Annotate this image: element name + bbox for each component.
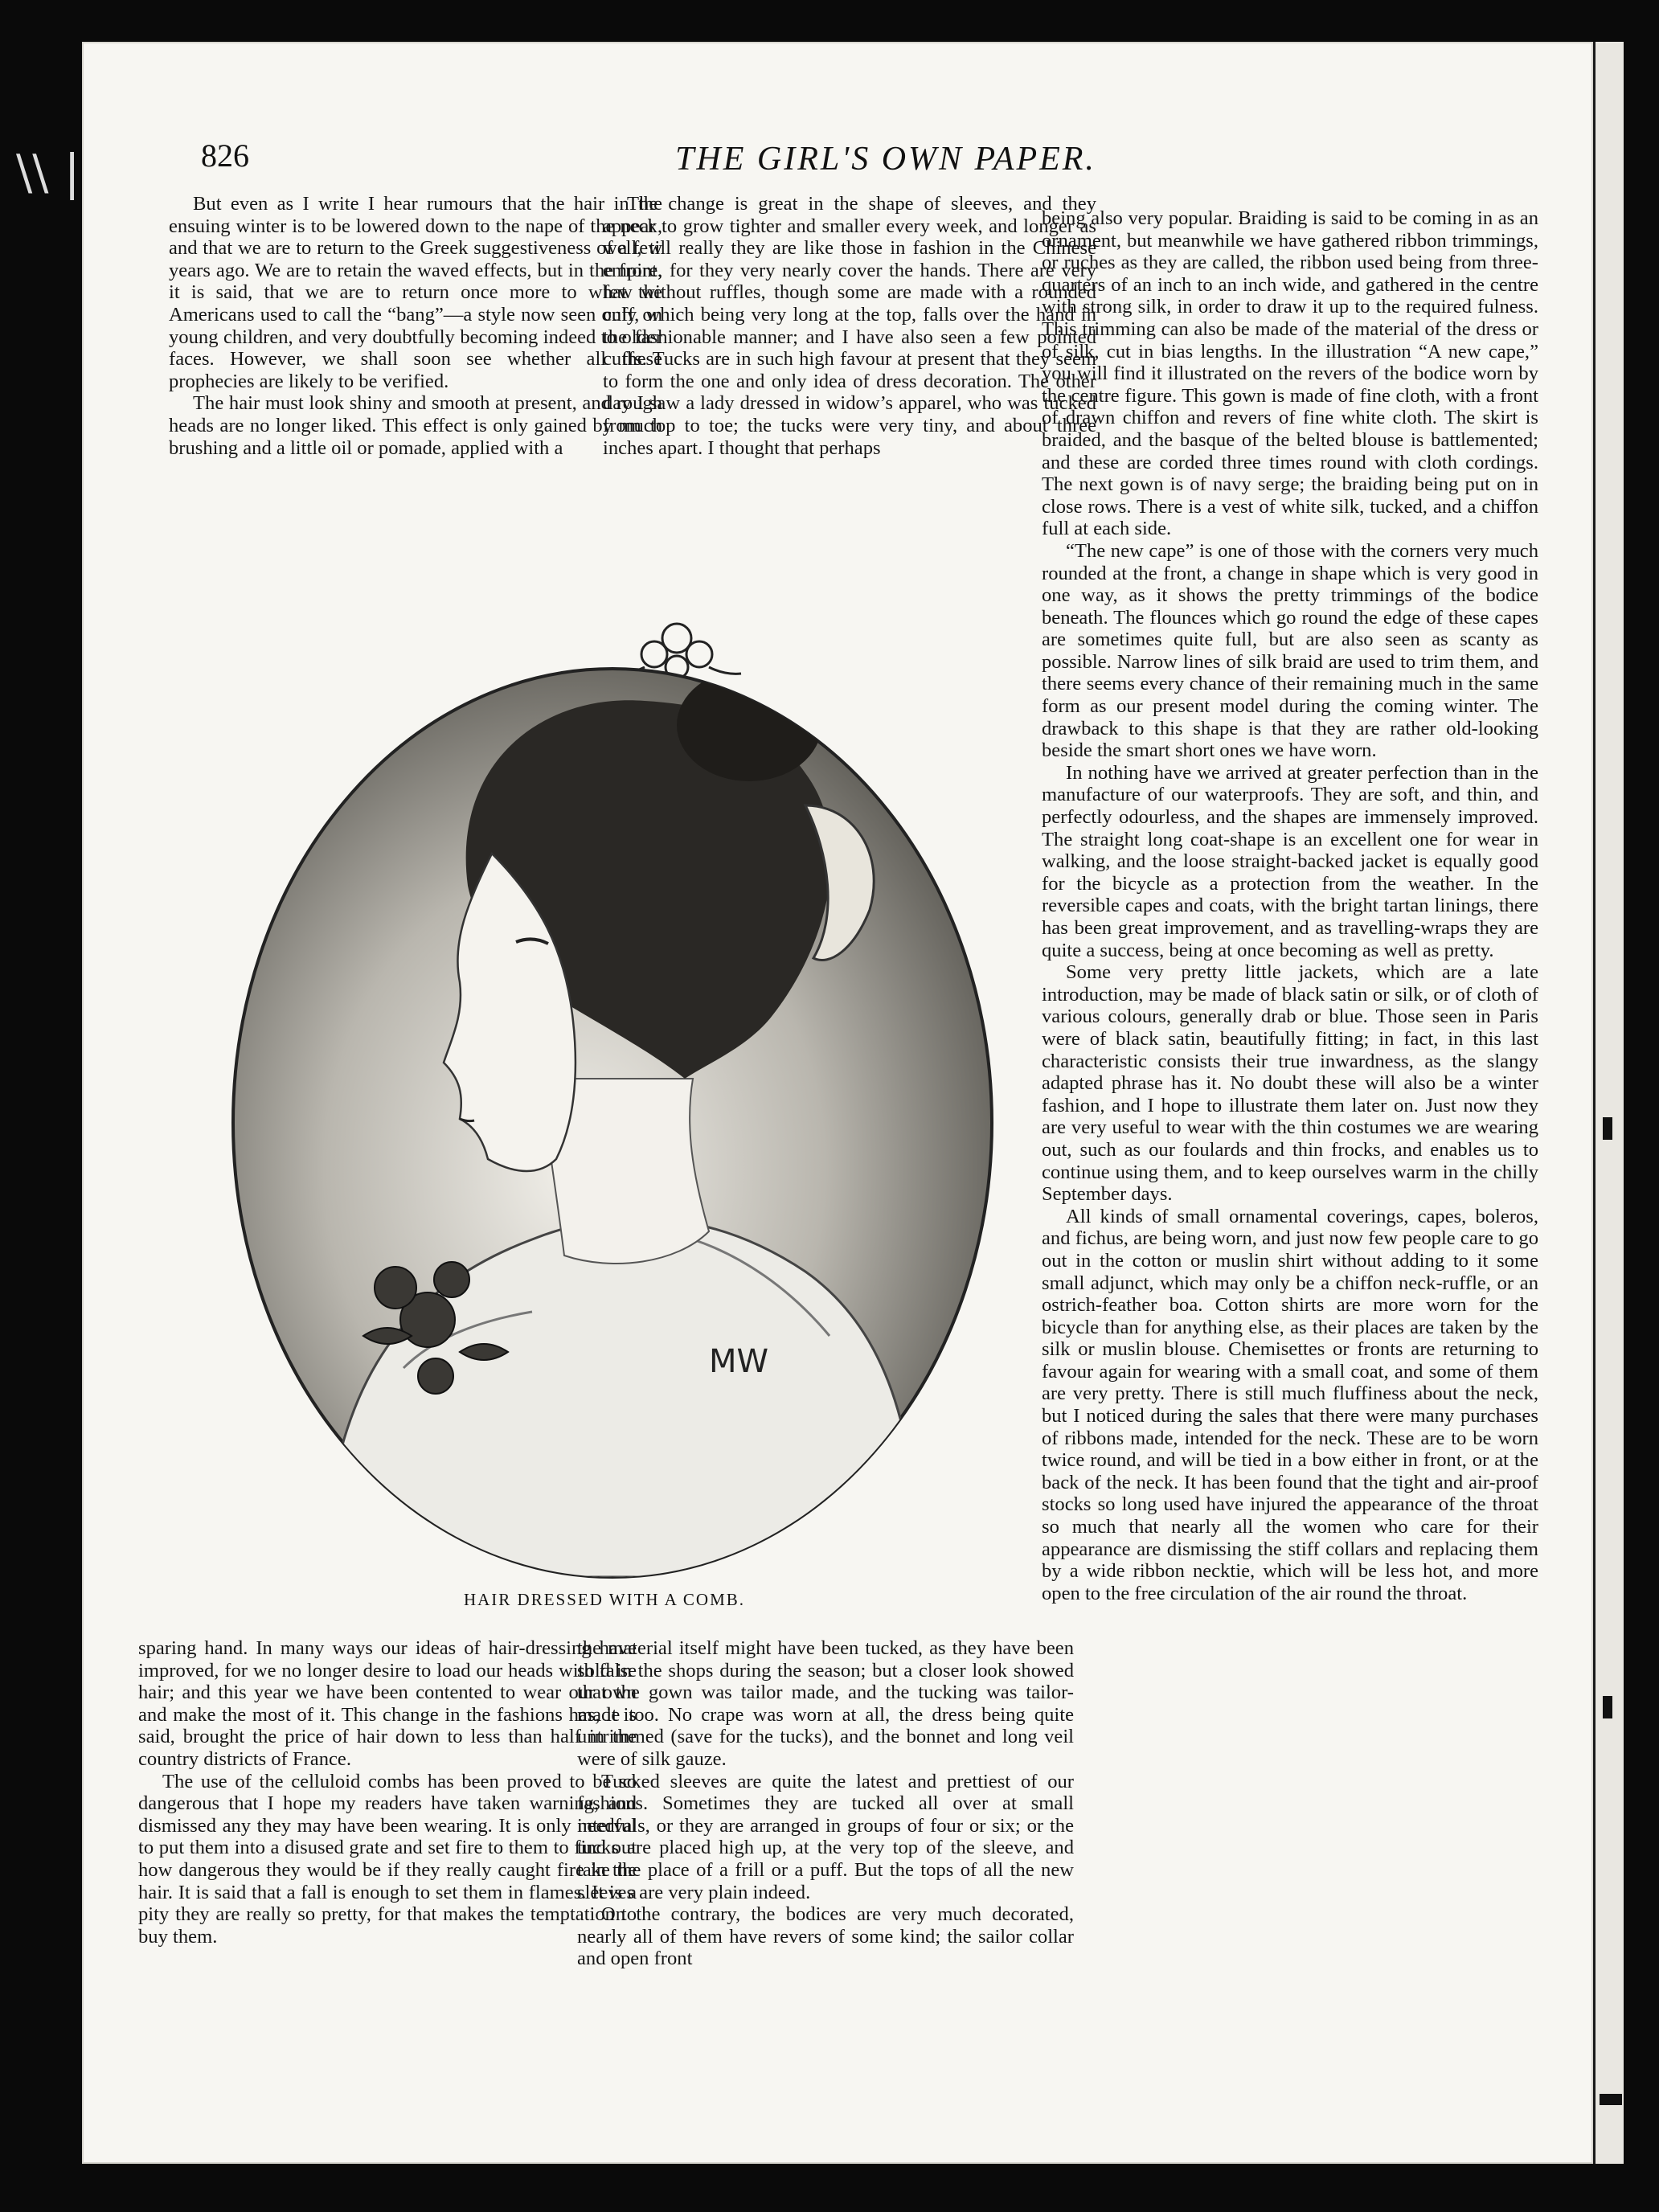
column-top-middle [603,193,1096,459]
paragraph: Some very pretty little jackets, which are a late introduction, may be made of black satin or silk, or of cloth of various colours, generally drab or blue. Those seen in Paris were of black satin, beautifully fitting; in fact, in this last characteristic consists their true inwardness, as the slangy adapted phrase has it. No doubt these will also be a winter fashion, and I hope to illustrate them later on. Just now they are very useful to wear with the thin costumes we are wearing out, such as our foulards and thin frocks, and enables us to continue using them, and to keep ourselves warm in the chilly September days. [1042,961,1538,1206]
column-bottom-left [138,1637,637,1948]
paragraph: All kinds of small ornamental coverings, capes, boleros, and fichus, are being worn, and just now few people care to go out in the cotton or muslin shirt without adding to it some small adjunct, which may only be a chiffon neck-ruffle, or an ostrich-feather boa. Cotton shirts are more worn for the bicycle than for anything else, as their places are taken by the silk or muslin blouse. Chemisettes or fronts are returning to favour again for wearing with a small coat, and some of them are very pretty. There is still much fluffiness about the neck, but I noticed during the sales that there were many purchases of ribbons made, intended for the neck. These are to be worn twice round, and will be tied in a bow either in front, or at the back of the neck. It has been found that the tight and air-proof stocks so long used have injured the appearance of the throat so much that nearly all the women who care for their appearance are dismissing the stiff collars and replacing them by a wide ribbon necktie, which will be less hot, and more open to the free circulation of the air round the throat. [1042,1205,1538,1604]
paragraph: being also very popular. Braiding is said to be coming in as an ornament, but meanwhile we have gathered ribbon trimmings, or ruches as they are called, the ribbon used being from three-quarters of an inch to an inch wide, and gathered in the centre with strong silk, in order to draw it up to the required fulness. This trimming can also be made of the material of the dress or of silk, cut in bias lengths. In the illustration “A new cape,” you will find it illustrated on the revers of the bodice worn by the centre figure. This gown is made of fine cloth, with a front of drawn chiffon and revers of fine white cloth. The skirt is braided, and the basque of the belted blouse is battlemented; and these are corded three times round with cloth cordings. The next gown is of navy serge; the braiding being put on in close rows. There is a vest of white silk, tucked, and a chiffon full at each side. [1042,207,1538,540]
paragraph: On the contrary, the bodices are very much decorated, nearly all of them have revers of some kind; the sailor collar and open front [577,1903,1074,1970]
binding-mark [1603,1696,1612,1718]
portrait-illustration [195,564,1030,1585]
paragraph: “The new cape” is one of those with the corners very much rounded at the front, a change in shape which is very good in one way, as it shows the pretty trimmings of the bodice beneath. The flounces which go round the edge of these capes are sometimes quite full, but are also seen as scanty as possible. Narrow lines of silk braid are used to trim them, and there seems every chance of their remaining much in the same form as our present model during the coming winter. The drawback to this shape is that they are rather old-looking beside the smart short ones we have worn. [1042,539,1538,762]
adjacent-page-edge [1593,42,1626,2164]
portrait-engraving [195,564,1030,1585]
running-head: THE GIRL'S OWN PAPER. [675,141,1096,178]
paragraph: The use of the celluloid combs has been proved to be so dangerous that I hope my readers have taken warning, and dismissed any they may have been wearing. It is only needful to put them into a disused grate and set fire to them to find out how dangerous they would be if they really caught fire in the hair. It is said that a fall is enough to set them in flames. It is a pity they are really so pretty, for that makes the temptation to buy them. [138,1770,637,1948]
magazine-page [82,42,1593,2164]
paragraph: The change is great in the shape of sleeves, and they appear to grow tighter and smaller every week, and longer as well, till really they are like those in fashion in the Chinese empire, for they very nearly cover the hands. There are very few without ruffles, though some are made with a rounded cuff, which being very long at the top, falls over the hand in the fashionable manner; and I have also seen a few pointed cuffs. Tucks are in such high favour at present that they seem to form the one and only idea of dress decoration. The other day I saw a lady dressed in widow’s apparel, who was tucked from top to toe; the tucks were very tiny, and about three inches apart. I thought that perhaps [603,193,1096,459]
monogram: MW [709,1343,769,1380]
page-number: 826 [201,137,249,174]
illustration-caption: HAIR DRESSED WITH A COMB. [463,1590,746,1609]
column-top-left [169,193,662,459]
binding-mark [1603,1117,1612,1140]
paragraph: In nothing have we arrived at greater perfection than in the manufacture of our waterproofs. They are soft, and thin, and perfectly odourless, and the shapes are immensely improved. The straight long coat-shape is an excellent one for wear in walking, and the loose straight-backed jacket is equally good for the bicycle as a protection from the weather. In the reversible capes and coats, with the bright tartan linings, there has been great improvement, and as travelling-wraps they are quite a success, being at once becoming as well as pretty. [1042,761,1538,961]
scan-border [1624,42,1659,2164]
margin-tick-marks: \\ | [16,145,80,201]
paragraph: the material itself might have been tucked, as they have been sold in the shops during the season; but a closer look showed that the gown was tailor made, and the tucking was tailor-made too. No crape was worn at all, the dress being quite untrimmed (save for the tucks), and the bonnet and long veil were of silk gauze. [577,1637,1074,1770]
column-right [1042,207,1538,1604]
paragraph: But even as I write I hear rumours that the hair in the ensuing winter is to be lowered down to the nape of the neck, and that we are to return to the Greek suggestiveness of a few years ago. We are to retain the waved effects, but in the front, it is said, that we are to return once more to what the Americans used to call the “bang”—a style now seen only on young children, and very doubtfully becoming indeed to older faces. However, we shall soon see whether all these prophecies are likely to be verified. [169,193,662,392]
binding-mark [1600,2094,1622,2105]
paragraph: The hair must look shiny and smooth at present, and rough heads are no longer liked. This effect is only gained by much brushing and a little oil or pomade, applied with a [169,392,662,459]
paragraph: Tucked sleeves are quite the latest and prettiest of our fashions. Sometimes they are tucked all over at small intervals, or they are arranged in groups of four or six; or the tucks are placed high up, at the very top of the sleeve, and take the place of a frill or a puff. But the tops of all the new sleeves are very plain indeed. [577,1770,1074,1903]
paragraph: sparing hand. In many ways our ideas of hair-dressing have improved, for we no longer desire to load our heads with false hair; and this year we have been contented to wear our own and make the most of it. This change in the fashions has, it is said, brought the price of hair down to less than half in the country districts of France. [138,1637,637,1770]
column-bottom-middle [577,1637,1074,1970]
